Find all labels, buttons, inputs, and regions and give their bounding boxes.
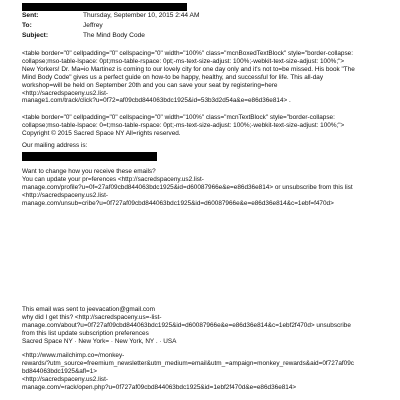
footer-paragraph	[22, 306, 384, 346]
text-line: workshop=will be held on September 20th and you can save your seat by registering=here	[22, 81, 278, 89]
subject-row	[22, 32, 145, 40]
text-line: <table border="0" cellpadding="0" cellspacing="0" width="100%" class="mcnBoxedTextBlock" style="border-collapse:	[22, 50, 354, 57]
text-line: Mind Body Code" gives us a perfect guide on how-to be happy, healthy, and successful for life. This all-day	[22, 73, 324, 81]
text-line[interactable]: manage.com/profile?u=0f=27af09cbd844063bdc1925&id=d60087966e&e=e86d36e814> or unsubscribe from this list	[22, 183, 353, 191]
text-line: Want to change how you receive these emails?	[22, 168, 156, 175]
unsubscribe-link-line[interactable]: <http://sacredspaceny.us2.list-	[22, 191, 109, 199]
registration-link-line[interactable]: manage1.com/track/click?u=0f72=af09cbd844063bdc1925&id=53b3d2d54a&e=e86d36e814> .	[22, 97, 291, 105]
subject-label: Subject:	[22, 32, 49, 39]
copyright-line: Copyright © 2015 Sacred Space NY All=rights reserved.	[22, 129, 181, 137]
to-label: To:	[22, 22, 32, 29]
text-line[interactable]: <http://sacredspaceny.us2.list-	[22, 375, 109, 383]
preferences-paragraph	[22, 168, 384, 208]
promo-paragraph	[22, 50, 384, 105]
tracking-links-paragraph	[22, 352, 384, 392]
text-line: New Yorkers! Dr. Ma=io Martinez is coming to our lovely city for one day only and it's not to=be missed. His book "The	[22, 65, 355, 73]
registration-link-line[interactable]: <http://sacredspaceny.us2.list-	[22, 89, 109, 97]
redaction-bar-address	[22, 152, 157, 161]
text-line[interactable]: You can update your pr=ferences <http://sacredspaceny.us2.list-	[22, 175, 204, 183]
sent-value: Thursday, September 10, 2015 2:44 AM	[83, 12, 200, 19]
sent-label: Sent:	[22, 12, 39, 19]
sent-row	[22, 12, 199, 20]
text-line[interactable]: why did I get this? <http://sacredspaceny.us=-list-	[22, 313, 162, 321]
mailing-address-label: Our mailing address is:	[22, 142, 88, 149]
copyright-paragraph	[22, 114, 384, 138]
text-line[interactable]: rewards/?utm_source=freemium_newsletter&utm_medium=email&utm_=ampaign=monkey_rewards&aid=0f727af09c	[22, 359, 354, 367]
unsubscribe-link-line[interactable]: manage.com/unsub=cribe?u=0f727af09cbd844063bdc1925&id=d60087966e&e=e86d36e814&c=1ebf=f470d>	[22, 199, 334, 207]
address-line: Sacred Space NY · New York= · New York, NY . · USA	[22, 337, 177, 345]
text-line[interactable]: <http://www.mailchimp.co=/monkey-	[22, 352, 125, 359]
text-line[interactable]: from this list update subscription preferences	[22, 329, 149, 337]
subject-value: The Mind Body Code	[83, 32, 145, 39]
redaction-bar-from	[22, 3, 187, 11]
to-row	[22, 22, 103, 30]
text-line: <table border="0" cellpadding="0" cellspacing="0" width="100%" class="mcnTextBlock" style="border-collapse:	[22, 114, 335, 121]
text-line[interactable]: bd844063bdc1925&afl=1>	[22, 367, 97, 375]
text-line: This email was sent to jeevacation@gmail.com	[22, 306, 155, 313]
text-line: collapse;mso-table-lspace: 0=t;mso-table-rspace: 0pt;-ms-text-size-adjust: 100%;-webkit-text-size-adjust: 100%;">	[22, 121, 345, 129]
text-line[interactable]: manage.com/about?u=0f727af09cbd844063bdc1925&id=d60087966e&e=e86d36e814&c=1ebf2f470d> unsubscribe	[22, 321, 351, 329]
text-line[interactable]: manage.com/=rack/open.php?u=0f727af09cbd844063bdc1925&id=1ebf2f470d&e=e86d36e814>	[22, 383, 297, 391]
text-line: collapse;mso-table-lspace: 0pt;mso-table-rspace: 0pt;-ms-text-size-adjust: 100%;-webkit-text-size-adjust: 100%;">	[22, 57, 345, 65]
to-value: Jeffrey	[83, 22, 103, 29]
